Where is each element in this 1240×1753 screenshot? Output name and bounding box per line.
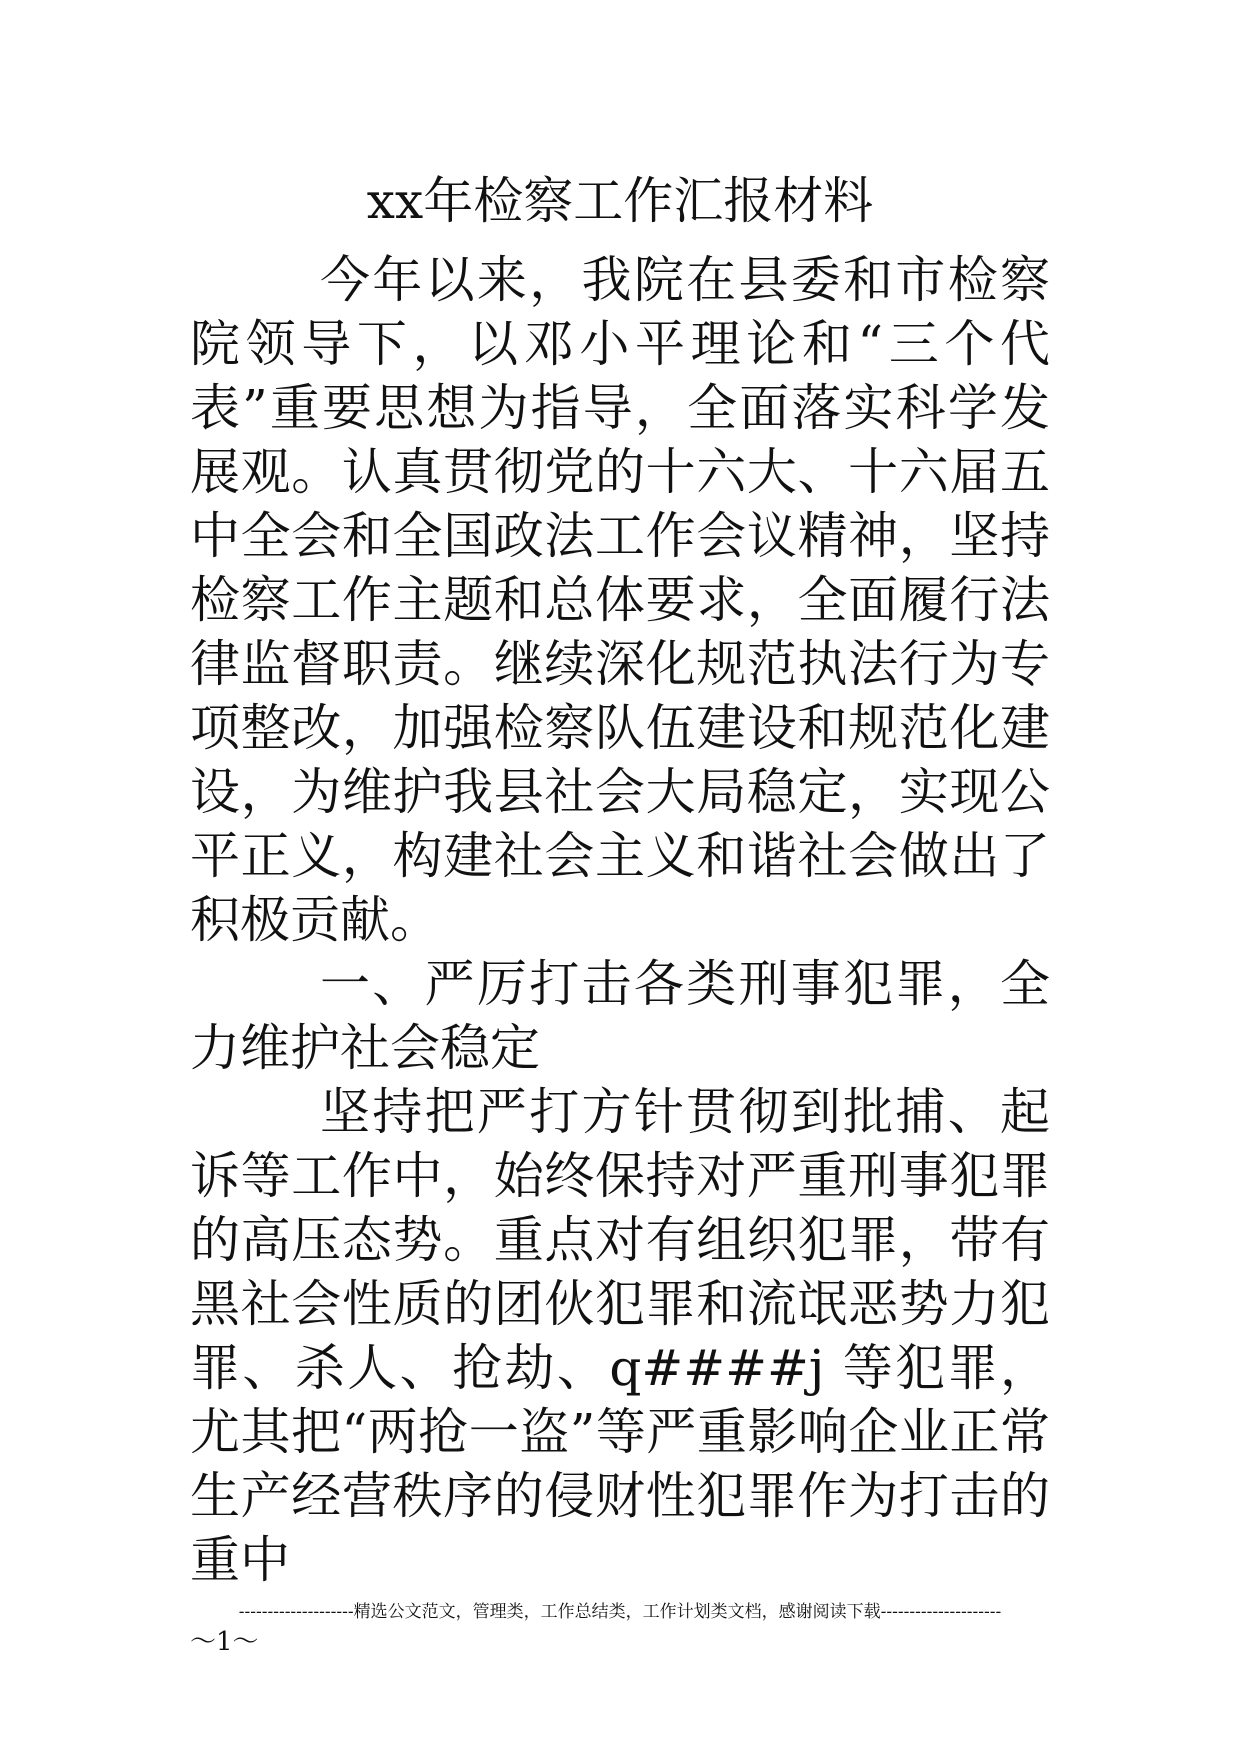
- document-title: xx年检察工作汇报材料: [366, 172, 874, 230]
- section-heading-1: 一、严厉打击各类刑事犯罪，全力维护社会稳定: [190, 955, 1050, 1077]
- intro-paragraph: 今年以来，我院在县委和市检察院领导下，以邓小平理论和“三个代表”重要思想为指导，全面落实科学发展观。认真贯彻党的十六大、十六届五中全会和全国政法工作会议精神，坚持检察工作主题和总体要求，全面履行法律监督职责。继续深化规范执法行为专项整改，加强检察队伍建设和规范化建设，为维护我县社会大局稳定，实现公平正义，构建社会主义和谐社会做出了积极贡献。: [190, 251, 1050, 949]
- document-body: [190, 248, 1050, 1592]
- section-1-paragraph: 坚持把严打方针贯彻到批捕、起诉等工作中，始终保持对严重刑事犯罪的高压态势。重点对有组织犯罪，带有黑社会性质的团伙犯罪和流氓恶势力犯罪、杀人、抢劫、q####j 等犯罪，尤其把“两抢一盗”等严重影响企业正常生产经营秩序的侵财性犯罪作为打击的重中: [190, 1083, 1050, 1589]
- footer-note: --------------------精选公文范文，管理类，工作总结类，工作计划类文档，感谢阅读下载---------------------: [238, 1602, 1002, 1622]
- page-number: ～1～: [190, 1627, 259, 1657]
